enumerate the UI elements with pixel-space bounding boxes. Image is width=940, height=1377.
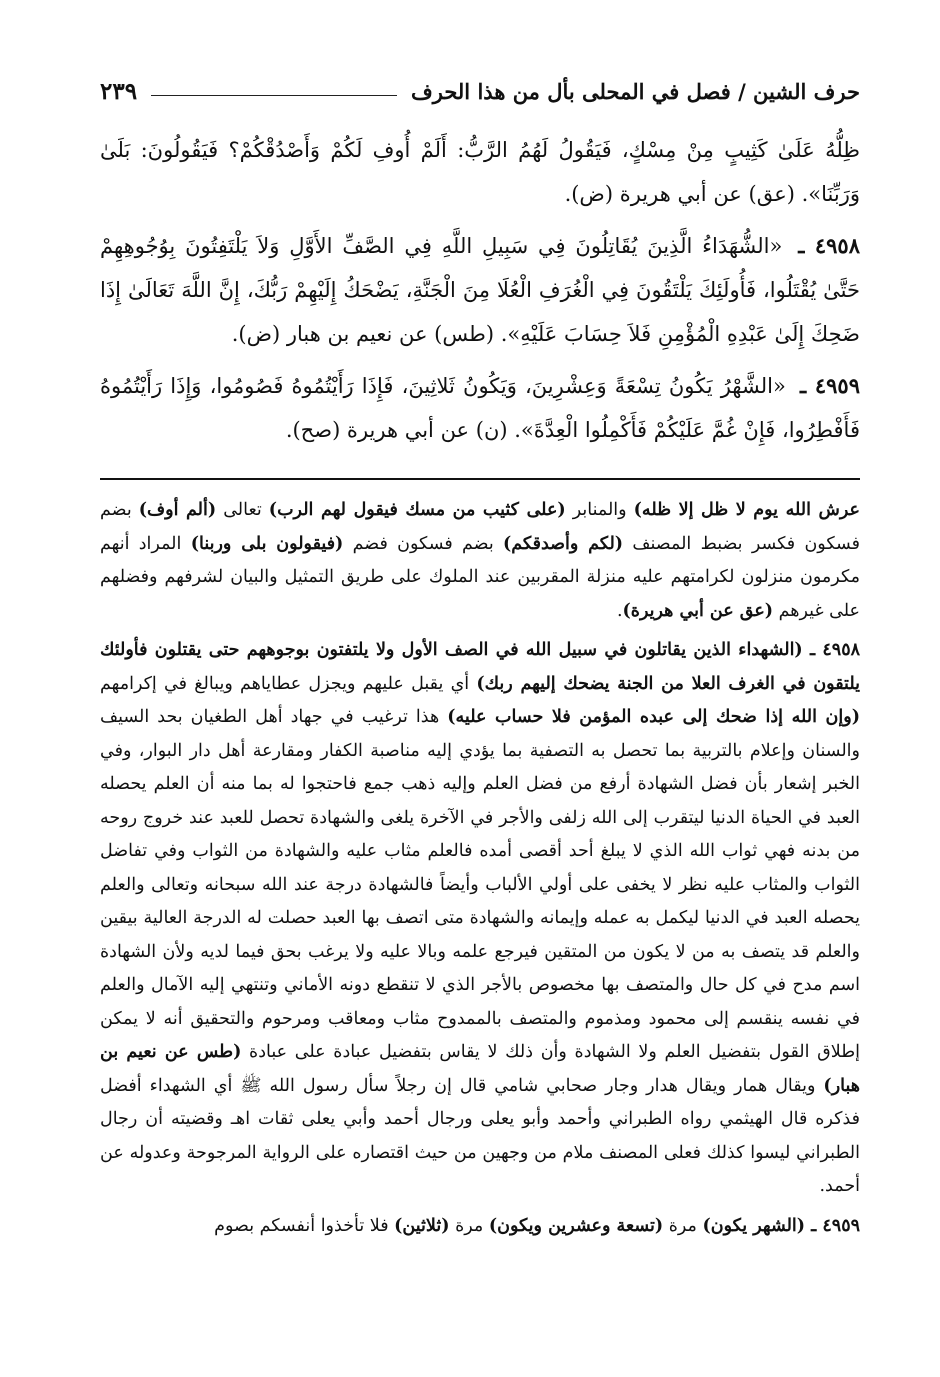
quoted-matn: (ثلاثين) <box>394 1215 450 1236</box>
quoted-matn: (لكم وأصدقكم) <box>503 533 624 554</box>
page-number: ٢٣٩ <box>100 77 138 105</box>
quoted-matn: ٤٩٥٨ ـ (الشهداء الذين يقاتلون في سبيل الله في الصف الأول ولا يلتفتون بوجوههم حتى يقتلون فأولئك يلتقون في الغرف العلا من الجنة يضحك إليهم ربك) <box>100 640 861 694</box>
commentary-span: فلا تأخذوا أنفسكم بصوم <box>214 1215 395 1236</box>
hadith-text: «الشَّهْرُ يَكُونُ تِسْعَةً وَعِشْرِينَ، وَيَكُونُ ثَلاثِينَ، فَإِذَا رَأَيْتُمُوهُ فَصُومُوا، وَإِذَا رَأَيْتُمُوهُ فَأَفْطِرُوا، فَإِنْ غُمَّ عَلَيْكُمْ فَأَكْمِلُوا الْعِدَّةَ». (ن) عن أبي هريرة (صح). <box>100 374 860 442</box>
commentary-paragraph <box>100 494 860 628</box>
hadith-text: «الشُّهَدَاءُ الَّذِينَ يُقَاتِلُونَ فِي سَبِيلِ اللَّهِ فِي الصَّفِّ الأَوَّلِ وَلاَ يَلْتَفِتُونَ بِوُجُوهِهِمْ حَتَّىٰ يُقْتَلُوا، فَأُولَئِكَ يَلْتَقُونَ فِي الْغُرَفِ الْعُلَا مِنَ الْجَنَّةِ، يَضْحَكُ إِلَيْهِمْ رَبُّكَ، إِنَّ اللَّهَ تَعَالَىٰ إِذَا ضَحِكَ إِلَىٰ عَبْدِهِ الْمُؤْمِنِ فَلاَ حِسَابَ عَلَيْهِ». (طس) عن نعيم بن هبار (ض). <box>100 234 860 346</box>
hadith-number: ٤٩٥٨ ـ <box>798 233 860 258</box>
quoted-matn: (على كثيب من مسك فيقول لهم الرب) <box>268 500 566 520</box>
hadith-4958 <box>100 224 860 356</box>
quoted-matn: (عق عن أبي هريرة) <box>622 600 774 621</box>
quoted-matn: ٤٩٥٩ ـ (الشهر يكون) <box>702 1215 860 1236</box>
commentary-span: تعالى <box>216 500 269 520</box>
quoted-matn: (طس عن نعيم بن هبار) <box>100 1042 860 1096</box>
commentary-text <box>100 494 860 1243</box>
commentary-span: أي يقبل عليهم ويجزل عطاياهم ويبالغ في إكرامهم <box>100 673 477 694</box>
quoted-matn: عرش الله يوم لا ظل إلا ظله) <box>633 500 860 520</box>
hadith-number: ٤٩٥٩ ـ <box>799 373 860 398</box>
commentary-span: . <box>616 600 623 621</box>
hadith-4959 <box>100 364 860 452</box>
running-header <box>100 70 860 112</box>
header-title: حرف الشين / فصل في المحلى بأل من هذا الحرف <box>411 78 860 104</box>
commentary-paragraph-4959 <box>100 1210 860 1244</box>
main-paragraph-continuation: ظِلُّهُ عَلَىٰ كَثِيبٍ مِنْ مِسْكٍ، فَيَقُولُ لَهُمُ الرَّبُّ: أَلَمْ أُوفِ لَكُمْ وَأَصْدُقْكُمْ؟ فَيَقُولُونَ: بَلَىٰ وَرَبِّنَا». (عق) عن أبي هريرة (ض). <box>100 138 860 206</box>
commentary-paragraph-4958 <box>100 634 860 1204</box>
footnote-separator <box>100 478 860 480</box>
commentary-span: ويقال همار ويقال هدار وجار صحابي شامي قال إن رجلاً سأل رسول الله ﷺ أي الشهداء أفضل فذكره قال الهيثمي رواه الطبراني وأحمد وأبو يعلى ورجال أحمد وأبي يعلى ثقات اهـ وقضيته أن رجال الطبراني ليسوا كذلك فعلى المصنف ملام من وجهين من حيث اقتصاره على الرواية المرجوحة وعدوله عن أحمد. <box>100 1075 860 1196</box>
header-rule <box>151 95 397 96</box>
quoted-matn: (ألم أوف) <box>138 500 217 520</box>
commentary-span: بضم فسكون فضم <box>343 533 503 554</box>
main-text <box>100 128 860 452</box>
commentary-span: المراد أنهم مكرمون منزلون لكرامتهم عليه منزلة المقربين عند الملوك على طريق التمثيل والبيان لشرفهم وفضلهم على غيرهم <box>100 533 860 621</box>
commentary-span: مرة <box>449 1215 489 1236</box>
commentary-span: بضم فسكون فكسر بضبط المصنف <box>100 500 860 554</box>
quoted-matn: (تسعة وعشرين ويكون) <box>488 1215 664 1236</box>
quoted-matn: (فيقولون بلى وربنا) <box>190 533 344 554</box>
commentary-span: هذا ترغيب في جهاد أهل الطغيان بحد السيف والسنان وإعلام بالتربية بما تحصل به التصفية بما يؤدي إليه مناصبة الكفار ومقارعة أهل دار البوار، وفي الخبر إشعار بأن فضل الشهادة أرفع من فضل العلم وإليه ذهب جمع فاحتجوا له بما منه أن العلم يحصله العبد في الحياة الدنيا ليتقرب إلى الله زلفى والأجر في الآخرة يلغى والشهادة تحصل للعبد عند خروج روحه من بدنه فهي ثواب الله الذي لا يبلغ أحد أقصى أمده فالعلم مثاب عليه والشهادة من الثواب وفي تفاضل الثواب والمثاب عليه نظر لا يخفى على أولي الألباب وأيضاً فالشهادة درجة عند الله سبحانه وتعالى والعلم يحصله العبد في الدنيا ليكمل به عمله وإيمانه والشهادة متى اتصف بها العبد حصلت له الدرجة العالية بيقين والعلم قد يتصف به من لا يكون من المتقين فيرجع علمه وبالا عليه ولا يرغب بحق فيما لديه ولأن الشهادة اسم مدح في كل حال والمتصف بها مخصوص بالأجر الذي لا تنقطع دونه الأماني وتنتهي إليه الآمال والعلم في نفسه ينقسم إلى محمود ومذموم والمتصف بالممدوح مثاب ومعاقب ومرحوم والتحقيق أنه لا يمكن إطلاق القول بتفضيل العلم ولا الشهادة وأن ذلك لا يقاس بتفضيل عبادة على عبادة <box>100 707 860 1062</box>
commentary-span: مرة <box>663 1215 703 1236</box>
quoted-matn: (وإن الله إذا ضحك إلى عبده المؤمن فلا حساب عليه) <box>447 707 860 727</box>
commentary-span: والمنابر <box>565 500 634 520</box>
book-page <box>100 70 860 1249</box>
